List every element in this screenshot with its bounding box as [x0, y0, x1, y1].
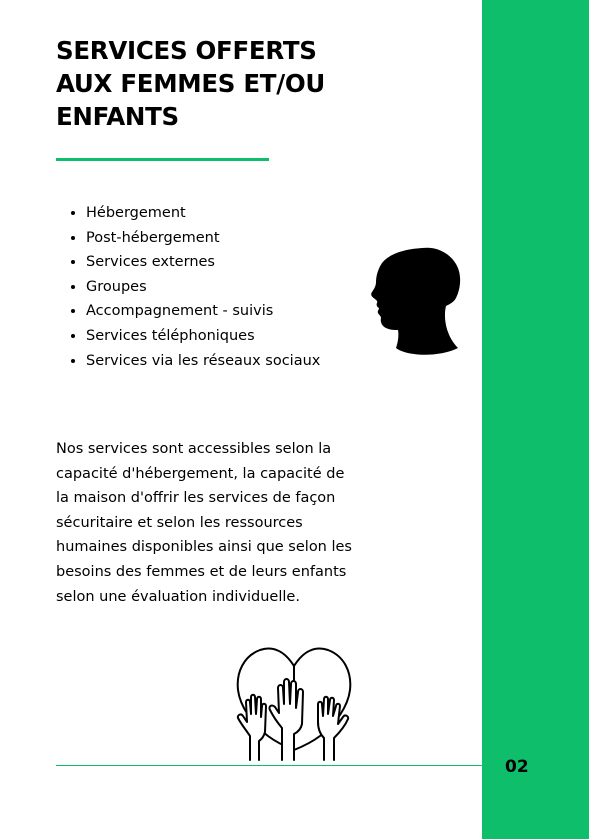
list-item: • Post-hébergement	[86, 226, 386, 251]
list-item: • Services externes	[86, 250, 386, 275]
page-number: 02	[505, 757, 529, 777]
list-item: • Accompagnement - suivis	[86, 299, 386, 324]
woman-profile-icon	[364, 244, 462, 356]
list-item: • Groupes	[86, 275, 386, 300]
list-item: • Services téléphoniques	[86, 324, 386, 349]
list-item: • Services via les réseaux sociaux	[86, 349, 386, 374]
services-list	[66, 201, 386, 373]
list-item: • Hébergement	[86, 201, 386, 226]
green-side-bar	[482, 0, 589, 839]
title-underline	[56, 158, 269, 161]
page-title: SERVICES OFFERTS AUX FEMMES ET/OU ENFANTS	[56, 36, 325, 131]
raised-hands-hearts-icon	[232, 644, 356, 762]
services-description: Nos services sont accessibles selon la capacité d'hébergement, la capacité de la maison d'offrir les services de façon sécuritaire et selon les ressources humaines disponibles ainsi que selon les besoins des femmes et de leurs enfants selon une évaluation individuelle.	[56, 441, 352, 605]
bottom-divider	[56, 765, 482, 766]
